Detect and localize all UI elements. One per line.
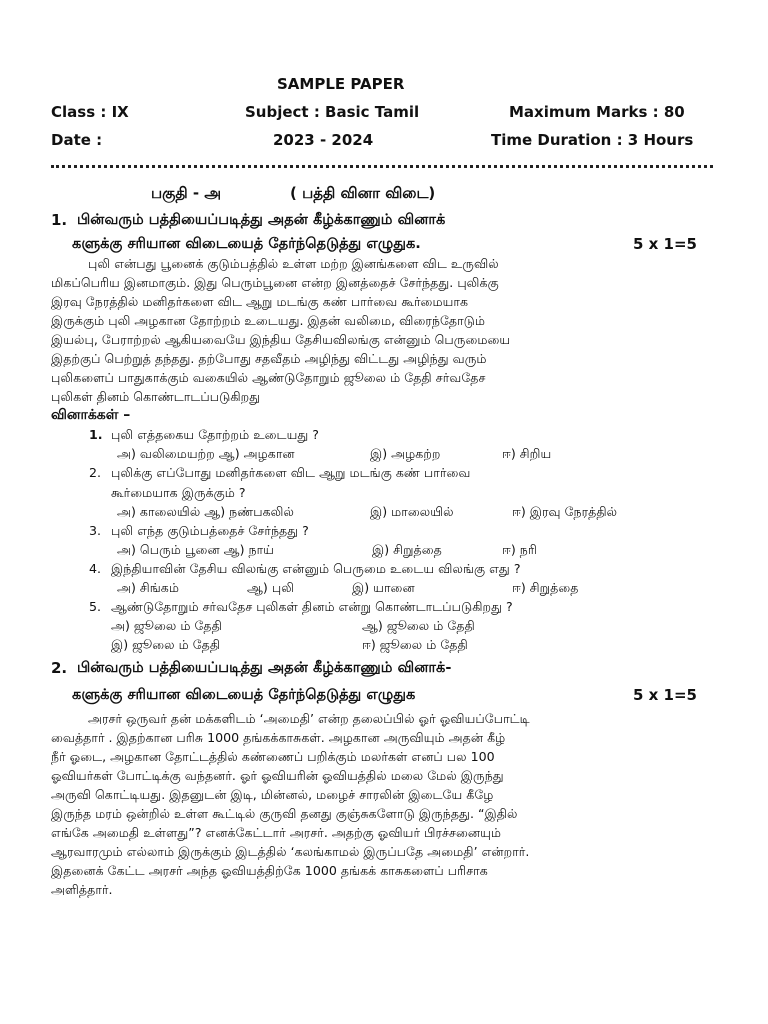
date-label: Date : — [51, 131, 103, 149]
subq-text: புலிக்கு எப்போது மனிதர்களை விட ஆறு மடங்கு கண் பார்வை — [111, 465, 471, 480]
subq-option: இ) அழகற்ற — [370, 446, 441, 461]
subq-option: அ) ஜூலை ம் தேதி — [111, 618, 222, 633]
subq-option: ஈ) ஜூலை ம் தேதி — [362, 637, 468, 652]
section-part-label: பகுதி - அ — [151, 184, 222, 202]
q2-passage-line: இதனைக் கேட்ட அரசர் அந்த ஓவியத்திற்கே 1000 தங்கக் காசுகளைப் பரிசாக — [51, 863, 488, 878]
q1-heading-line2: களுக்கு சரியான விடையைத் தேர்ந்தெடுத்து எழுதுக. — [72, 235, 421, 252]
q1-passage-line: இரவு நேரத்தில் மனிதர்களை விட ஆறு மடங்கு கண் பார்வை கூர்மையாக — [51, 294, 469, 309]
subq-text: புலி எந்த குடும்பத்தைச் சேர்ந்தது ? — [111, 523, 309, 538]
subq-option: அ) சிங்கம் — [117, 580, 179, 595]
subq-option: அ) பெரும் பூனை ஆ) நாய் — [117, 542, 274, 557]
class-label: Class : IX — [51, 103, 129, 121]
subq-number: 2. — [89, 465, 102, 480]
q2-passage-line: அளித்தார். — [51, 882, 113, 897]
q1-passage-line: இயல்பு, பேராற்றல் ஆகியவையே இந்திய தேசியவிலங்கு என்னும் பெருமையை — [51, 332, 511, 347]
q1-heading-line1: பின்வரும் பத்தியைப்படித்து அதன் கீழ்க்காணும் வினாக் — [77, 211, 446, 228]
subq-option: ஈ) சிறுத்தை — [512, 580, 579, 595]
q2-passage — [51, 709, 717, 899]
q2-passage-line: வைத்தார் . இதற்கான பரிசு 1000 தங்கக்காசுகள். அழகான அருவியும் அதன் கீழ் — [51, 730, 506, 745]
subq-option: அ) வலிமையற்ற ஆ) அழகான — [117, 446, 295, 461]
academic-year: 2023 - 2024 — [273, 131, 374, 149]
q2-heading-line1: பின்வரும் பத்தியைப்படித்து அதன் கீழ்க்காணும் வினாக்- — [77, 659, 452, 676]
subq-text: ஆண்டுதோறும் சர்வதேச புலிகள் தினம் என்று கொண்டாடப்படுகிறது ? — [111, 599, 513, 614]
q2-passage-line: எங்கே அமைதி உள்ளது”? எனக்கேட்டார் அரசர். அதற்கு ஓவியர் பிரச்சனையும் — [51, 825, 502, 840]
max-marks: Maximum Marks : 80 — [509, 103, 685, 121]
q2-marks: 5 x 1=5 — [633, 686, 697, 704]
subq-text: புலி எத்தகைய தோற்றம் உடையது ? — [111, 427, 319, 442]
dotted-divider — [51, 161, 713, 168]
subq-option: இ) மாலையில் — [370, 504, 454, 519]
subq-number: 5. — [89, 599, 102, 614]
questions-heading: வினாக்கள் – — [51, 407, 131, 423]
subq-text: கூர்மையாக இருக்கும் ? — [111, 485, 246, 500]
q2-passage-line: இருந்த மரம் ஒன்றில் உள்ள கூட்டில் குருவி தனது குஞ்சுகளோடு இருந்தது. “இதில் — [51, 806, 518, 821]
q2-heading-line2: களுக்கு சரியான விடையைத் தேர்ந்தெடுத்து எழுதுக — [72, 686, 416, 703]
q1-passage-line: புலிகளைப் பாதுகாக்கும் வகையில் ஆண்டுதோறும் ஜூலை ம் தேதி சர்வதேச — [51, 370, 486, 385]
subq-option: ஈ) சிறிய — [502, 446, 552, 461]
subq-number: 4. — [89, 561, 102, 576]
subq-option: இ) ஜூலை ம் தேதி — [111, 637, 221, 652]
subq-number: 1. — [89, 427, 103, 442]
subq-text: இந்தியாவின் தேசிய விலங்கு என்னும் பெருமை உடைய விலங்கு எது ? — [111, 561, 521, 576]
q1-passage-line: புலிகள் தினம் கொண்டாடப்படுகிறது — [51, 389, 261, 404]
section-part-desc: ( பத்தி வினா விடை) — [290, 184, 436, 202]
q1-marks: 5 x 1=5 — [633, 235, 697, 253]
q2-passage-line: ஆரவாரமும் எல்லாம் இருக்கும் இடத்தில் ‘கலங்காமல் இருப்பதே அமைதி’ என்றார். — [51, 844, 530, 859]
q2-passage-line: ஓவியர்கள் போட்டிக்கு வந்தனர். ஓர் ஓவியரின் ஓவியத்தில் மலை மேல் இருந்து — [51, 768, 504, 783]
q2-passage-line: அரசர் ஒருவர் தன் மக்களிடம் ‘அமைதி’ என்ற தலைப்பில் ஓர் ஓவியப்போட்டி — [88, 711, 530, 726]
subq-number: 3. — [89, 523, 102, 538]
subject-label: Subject : Basic Tamil — [245, 103, 420, 121]
q2-passage-line: நீர் ஓடை, அழகான தோட்டத்தில் கண்ணைப் பறிக்கும் மலர்கள் எனப் பல 100 — [51, 749, 495, 764]
q1-passage — [51, 254, 717, 406]
subq-option: ஆ) புலி — [247, 580, 295, 595]
q1-passage-line: மிகப்பெரிய இனமாகும். இது பெரும்பூனை என்ற இனத்தைச் சேர்ந்தது. புலிக்கு — [51, 275, 499, 290]
q1-passage-line: இருக்கும் புலி அழகான தோற்றம் உடையது. இதன் வலிமை, விரைந்தோடும் — [51, 313, 486, 328]
q2-passage-line: அருவி கொட்டியது. இதனுடன் இடி, மின்னல், மழைச் சாரலின் இடையே கீழே — [51, 787, 494, 802]
time-duration: Time Duration : 3 Hours — [491, 131, 694, 149]
subq-option: ஆ) ஜூலை ம் தேதி — [362, 618, 475, 633]
q1-passage-line: புலி என்பது பூனைக் குடும்பத்தில் உள்ள மற்ற இனங்களை விட உருவில் — [88, 256, 499, 271]
subq-option: ஈ) நரி — [502, 542, 537, 557]
subq-option: இ) யானை — [352, 580, 415, 595]
subq-option: ஈ) இரவு நேரத்தில் — [512, 504, 618, 519]
q2-number: 2. — [51, 659, 68, 677]
subq-option: இ) சிறுத்தை — [372, 542, 442, 557]
q1-number: 1. — [51, 211, 68, 229]
q1-passage-line: இதற்குப் பெற்றுத் தந்தது. தற்போது சதவீதம் அழிந்து விட்டது அழிந்து வரும் — [51, 351, 487, 366]
subq-option: அ) காலையில் ஆ) நண்பகலில் — [117, 504, 294, 519]
paper-title: SAMPLE PAPER — [277, 75, 405, 93]
